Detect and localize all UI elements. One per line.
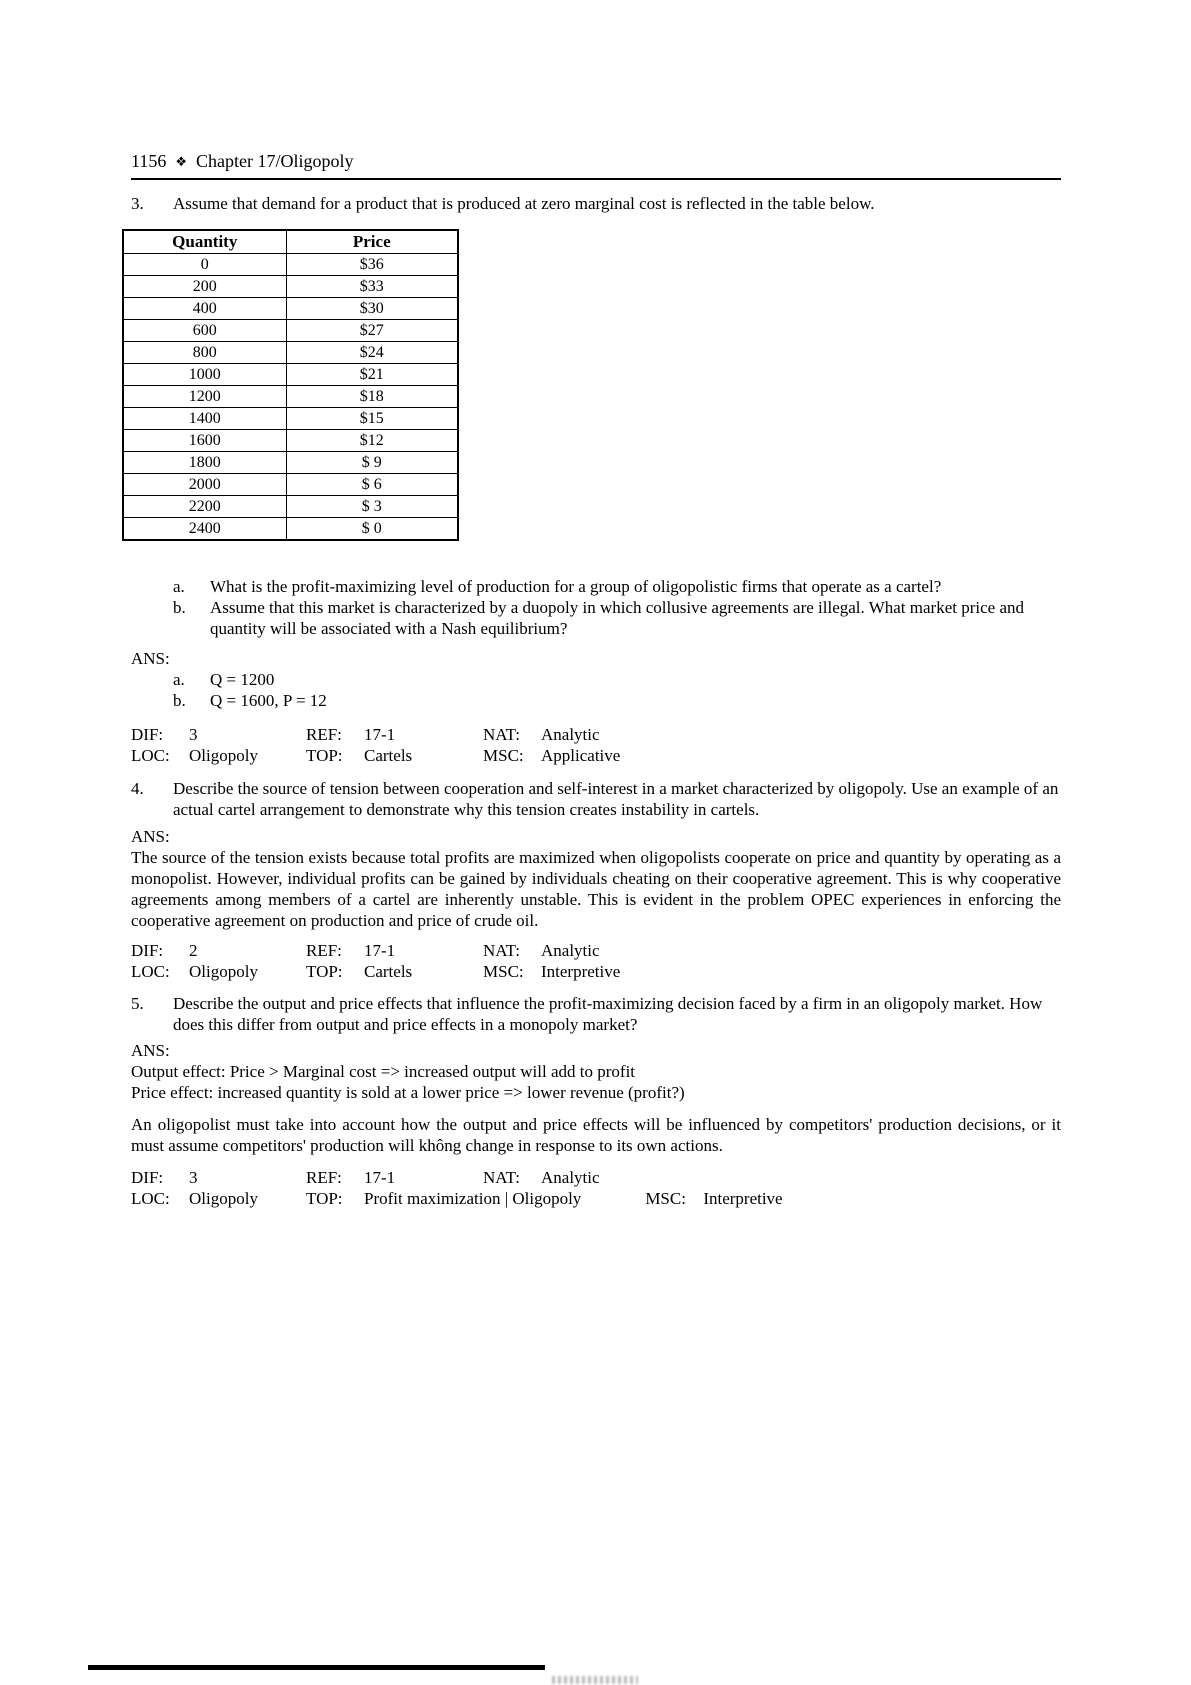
meta-msc: MSC: Interpretive	[645, 1188, 783, 1208]
question-prompt: Assume that demand for a product that is produced at zero marginal cost is reflected in the table below.	[173, 194, 875, 213]
table-cell: $21	[286, 363, 458, 385]
answer-label: ANS:	[131, 1040, 170, 1060]
question-parts	[173, 576, 1061, 639]
table-row	[123, 297, 458, 319]
question-4	[131, 778, 1061, 820]
answer-part-text: Q = 1200	[210, 669, 275, 689]
meta-nat: NAT: Analytic	[483, 940, 600, 960]
table-cell: $33	[286, 275, 458, 297]
table-cell: $27	[286, 319, 458, 341]
answer-paragraph: An oligopolist must take into account how the output and price effects will be influenced by competitors' production decisions, or it must assume competitors' production will không change in response to its own actions.	[131, 1114, 1061, 1155]
answers	[173, 669, 1061, 711]
meta-line	[131, 1188, 1061, 1209]
table-cell: $ 9	[286, 451, 458, 473]
table-cell: 1600	[123, 429, 286, 451]
part-label: b.	[173, 597, 186, 617]
next-page-table-top-border	[88, 1665, 545, 1670]
cut-off-text-fragment	[552, 1676, 638, 1684]
table-header-cell: Price	[286, 230, 458, 253]
part-label: a.	[173, 576, 185, 596]
question-prompt: Describe the output and price effects that influence the profit-maximizing decision faced by a firm in an oligopoly market. How does this differ from output and price effects in a monopoly market?	[173, 993, 1043, 1034]
table-cell: $ 0	[286, 517, 458, 540]
table-cell: 400	[123, 297, 286, 319]
meta-msc: MSC: Applicative	[483, 745, 621, 765]
diamond-separator-icon: ❖	[175, 154, 187, 169]
table-cell: $ 6	[286, 473, 458, 495]
question-part-a	[173, 576, 1061, 597]
table-cell: 2400	[123, 517, 286, 540]
answer-b	[173, 690, 1061, 711]
table-cell: 800	[123, 341, 286, 363]
meta-loc: LOC: Oligopoly	[131, 745, 258, 765]
meta-ref: REF: 17-1	[306, 1167, 396, 1187]
table-row	[123, 253, 458, 275]
table-row	[123, 319, 458, 341]
question-5	[131, 993, 1061, 1035]
table-row	[123, 429, 458, 451]
question-number: 5.	[131, 993, 144, 1013]
meta-loc: LOC: Oligopoly	[131, 1188, 258, 1208]
table-row	[123, 385, 458, 407]
table-cell: $36	[286, 253, 458, 275]
answer-line-price-effect: Price effect: increased quantity is sold at a lower price => lower revenue (profit?)	[131, 1082, 685, 1102]
table-cell: 2000	[123, 473, 286, 495]
answer-label: ANS:	[131, 648, 170, 668]
demand-schedule-table	[122, 229, 459, 541]
meta-dif: DIF: 3	[131, 1167, 198, 1187]
table-row	[123, 473, 458, 495]
meta-nat: NAT: Analytic	[483, 724, 600, 744]
table-row	[123, 451, 458, 473]
table-cell: $ 3	[286, 495, 458, 517]
header-page-number: 1156	[131, 151, 167, 171]
table-row	[123, 517, 458, 540]
answer-label: ANS:	[131, 826, 170, 846]
meta-loc: LOC: Oligopoly	[131, 961, 258, 981]
question-number: 3.	[131, 194, 144, 213]
meta-nat: NAT: Analytic	[483, 1167, 600, 1187]
table-row	[123, 407, 458, 429]
table-cell: 2200	[123, 495, 286, 517]
question-3	[131, 193, 1061, 214]
meta-ref: REF: 17-1	[306, 724, 396, 744]
table-row	[123, 275, 458, 297]
meta-line	[131, 940, 1061, 961]
table-cell: $18	[286, 385, 458, 407]
meta-line	[131, 745, 1061, 766]
question-part-b	[173, 597, 1061, 639]
table-cell: 0	[123, 253, 286, 275]
table-cell: $15	[286, 407, 458, 429]
table-cell: $12	[286, 429, 458, 451]
answer-part-text: Q = 1600, P = 12	[210, 690, 327, 710]
question-3-metadata	[131, 724, 1061, 766]
table-row	[123, 341, 458, 363]
answer-a	[173, 669, 1061, 690]
table-cell: 1400	[123, 407, 286, 429]
meta-top: TOP: Cartels	[306, 745, 413, 765]
table-cell: 1000	[123, 363, 286, 385]
table-cell: 1800	[123, 451, 286, 473]
page-header	[131, 150, 1061, 180]
table-header-row	[123, 230, 458, 253]
table-cell: 1200	[123, 385, 286, 407]
table-cell: $30	[286, 297, 458, 319]
meta-dif: DIF: 3	[131, 724, 198, 744]
table-row	[123, 495, 458, 517]
question-prompt: Describe the source of tension between cooperation and self-interest in a market characterized by oligopoly. Use an example of an actual cartel arrangement to demonstrate why this tension creates instability in cartels.	[173, 778, 1059, 819]
question-number: 4.	[131, 778, 144, 798]
table-cell: $24	[286, 341, 458, 363]
part-text: Assume that this market is characterized by a duopoly in which collusive agreements are illegal. What market price and quantity will be associated with a Nash equilibrium?	[210, 597, 1024, 638]
meta-top: TOP: Cartels	[306, 961, 413, 981]
table-cell: 200	[123, 275, 286, 297]
meta-line	[131, 724, 1061, 745]
table-cell: 600	[123, 319, 286, 341]
meta-line	[131, 1167, 1061, 1188]
table-header-cell: Quantity	[123, 230, 286, 253]
meta-msc: MSC: Interpretive	[483, 961, 621, 981]
meta-line	[131, 961, 1061, 982]
meta-ref: REF: 17-1	[306, 940, 396, 960]
meta-top: TOP: Profit maximization | Oligopoly	[306, 1188, 582, 1208]
answer-part-label: b.	[173, 690, 186, 710]
table-row	[123, 363, 458, 385]
question-4-metadata	[131, 940, 1061, 982]
answer-part-label: a.	[173, 669, 185, 689]
part-text: What is the profit-maximizing level of production for a group of oligopolistic firms that operate as a cartel?	[210, 576, 942, 596]
meta-dif: DIF: 2	[131, 940, 198, 960]
answer-line-output-effect: Output effect: Price > Marginal cost => increased output will add to profit	[131, 1061, 636, 1081]
question-5-metadata	[131, 1167, 1061, 1209]
answer-paragraph: The source of the tension exists because total profits are maximized when oligopolists cooperate on price and quantity by operating as a monopolist. However, individual profits can be gained by individuals cheating on their cooperative agreement. This is why cooperative agreements among members of a cartel are inherently unstable. This is evident in the problem OPEC experiences in enforcing the cooperative agreement on production and price of crude oil.	[131, 847, 1061, 930]
header-chapter-title: Chapter 17/Oligopoly	[196, 151, 354, 171]
